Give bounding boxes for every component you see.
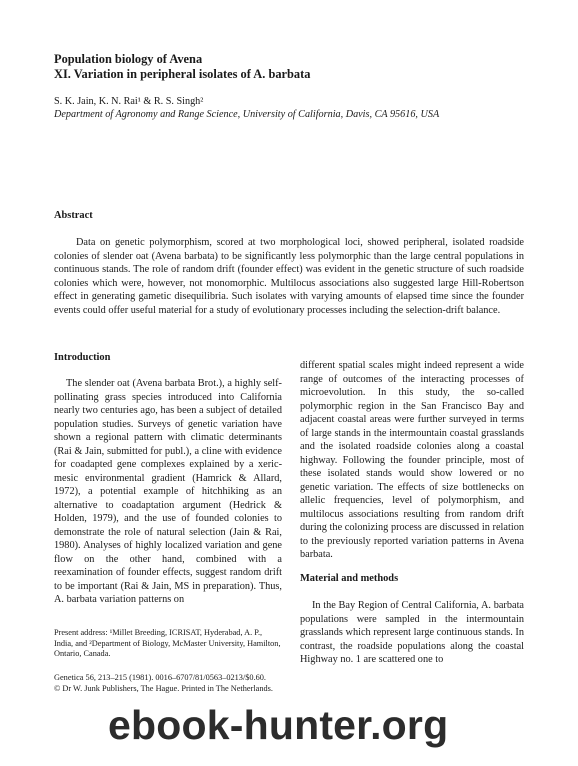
- article-title: [54, 52, 534, 82]
- citation-block: [54, 673, 294, 694]
- title-line-2: XI. Variation in peripheral isolates of A. barbata: [54, 67, 311, 81]
- citation-line-2: © Dr W. Junk Publishers, The Hague. Printed in The Netherlands.: [54, 683, 273, 693]
- left-column: [54, 351, 282, 605]
- watermark-text: ebook-hunter.org: [108, 702, 449, 748]
- abstract-heading: Abstract: [54, 210, 93, 221]
- footnote-present-address: Present address: ¹Millet Breeding, ICRISAT, Hyderabad, A. P., India, and ²Department of Biology, McMaster University, Hamilton, Ontario, Canada.: [54, 628, 281, 659]
- methods-heading: Material and methods: [300, 573, 399, 584]
- introduction-heading: Introduction: [54, 352, 111, 363]
- title-line-1: Population biology of Avena: [54, 52, 203, 66]
- methods-text: In the Bay Region of Central California, A. barbata populations were sampled in the intermountain grasslands which represent large continuous stands. In contrast, the roadside populations along the coastal Highway no. 1 are scattered one to: [300, 600, 524, 665]
- authors: S. K. Jain, K. N. Rai¹ & R. S. Singh²: [54, 96, 204, 107]
- affiliation: Department of Agronomy and Range Science, University of California, Davis, CA 95616, USA: [54, 109, 440, 120]
- introduction-text-left: The slender oat (Avena barbata Brot.), a highly self-pollinating grass species introduced into California nearly two centuries ago, has been a subject of detailed population studies. Surveys of genetic variation have shown a regional pattern with climatic determinants (Rai & Jain, submitted for publ.), a cline with evidence for coadapted gene complexes explained by a xeric-mesic environmental gradient (Hamrick & Allard, 1972), a potential example of hitchhiking as an alternative to coadaptation argument (Hedrick & Holden, 1979), and the use of founded colonies to demonstrate the role of natural selection (Jain & Rai, 1980). Analyses of highly localized variation and gene flow on the other hand, combined with a reexamination of founder effects, suggest random drift to be important (Rai & Jain, MS in preparation). Thus, A. barbata variation patterns on: [54, 378, 282, 605]
- introduction-text-right: different spatial scales might indeed represent a wide range of outcomes of the interacting processes of microevolution. In this study, the so-called polymorphic region in the San Francisco Bay and adjacent coastal areas were further surveyed in terms of large stands in the intermountain coastal grasslands and the isolated roadside colonies along a coastal highway. Following the founder principle, most of these isolated stands would show lowered or no genetic variation. The effects of size bottlenecks on allelic frequencies, level of polymorphism, and multilocus associations resulting from random drift during the colonizing process are discussed in relation to the previously reported variation patterns in Avena barbata.: [300, 360, 524, 560]
- abstract-text: Data on genetic polymorphism, scored at two morphological loci, showed peripheral, isolated roadside colonies of slender oat (Avena barbata) to be significantly less polymorphic than the large central populations in continuous stands. The role of random drift (founder effect) was evident in the genetic structure of such roadside colonies which were, however, not monomorphic. Multilocus associations also suggested large Hill-Robertson effect in generating gametic disequilibria. Such isolates with varying amounts of elapsed time since the founder events could offer useful material for a study of evolutionary processes including the selection-drift balance.: [54, 237, 524, 316]
- citation-line-1: Genetica 56, 213–215 (1981). 0016–6707/81/0563–0213/$0.60.: [54, 673, 267, 682]
